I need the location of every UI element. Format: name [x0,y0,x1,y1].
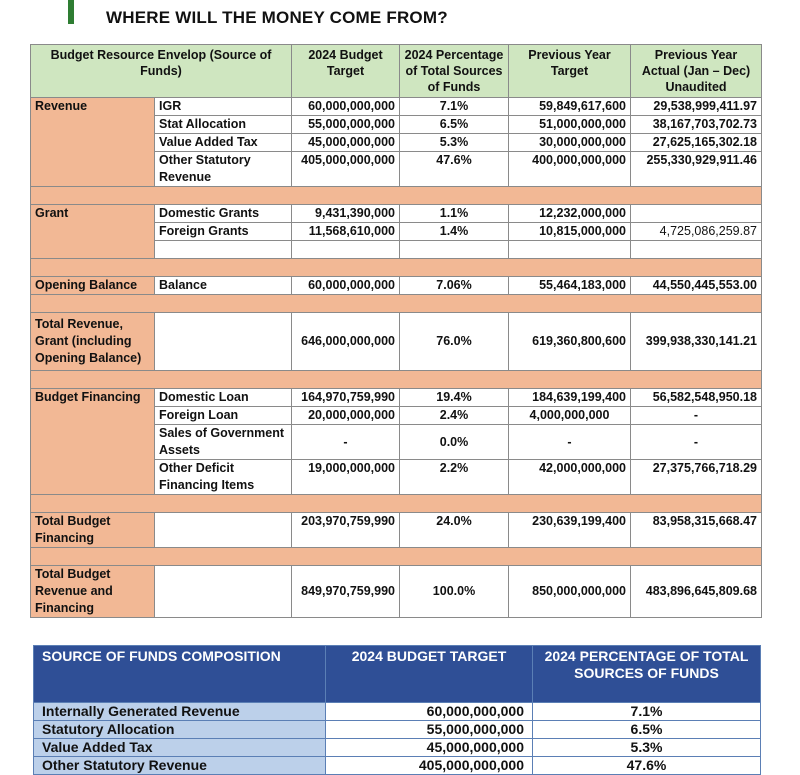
percent-cell: 1.1% [400,205,509,223]
prev-actual-cell: 44,550,445,553.00 [631,277,762,295]
percent-cell: 19.4% [400,389,509,407]
percent-cell: 47.6% [533,757,761,775]
opening-balance-label: Opening Balance [31,277,155,295]
source-cell: Domestic Loan [155,389,292,407]
prev-target-cell: 59,849,617,600 [509,98,631,116]
target-cell: 55,000,000,000 [292,116,400,134]
total-financing-label: Total Budget Financing [31,513,155,548]
prev-actual-cell: 56,582,548,950.18 [631,389,762,407]
source-cell: Other Statutory Revenue [34,757,326,775]
target-cell: 20,000,000,000 [292,407,400,425]
prev-actual-cell [631,205,762,223]
prev-actual-cell: 4,725,086,259.87 [631,223,762,241]
target-cell: 19,000,000,000 [292,460,400,495]
table-row [34,757,761,775]
source-cell: IGR [155,98,292,116]
prev-target-cell: - [509,425,631,460]
prev-target-cell: 55,464,183,000 [509,277,631,295]
prev-actual-cell: 83,958,315,668.47 [631,513,762,548]
percent-cell: 5.3% [533,739,761,757]
target-cell: - [292,425,400,460]
prev-target-cell: 12,232,000,000 [509,205,631,223]
source-cell: Value Added Tax [34,739,326,757]
target-cell: 849,970,759,990 [292,566,400,618]
source-cell: Statutory Allocation [34,721,326,739]
percent-cell: 0.0% [400,425,509,460]
percent-cell: 2.4% [400,407,509,425]
target-cell: 164,970,759,990 [292,389,400,407]
grand-total-label: Total Budget Revenue and Financing [31,566,155,618]
source-cell: Foreign Loan [155,407,292,425]
separator-row [31,295,762,313]
budget-financing-label: Budget Financing [31,389,155,495]
header-budget-target: 2024 Budget Target [292,45,400,98]
prev-actual-cell: 255,330,929,911.46 [631,152,762,187]
separator-row [31,371,762,389]
grand-total-row [31,566,762,618]
percent-cell: 24.0% [400,513,509,548]
table-row [31,277,762,295]
revenue-label: Revenue [31,98,155,187]
prev-target-cell: 51,000,000,000 [509,116,631,134]
prev-target-cell: 30,000,000,000 [509,134,631,152]
green-accent-bar [68,0,74,24]
budget-resource-table [30,44,762,618]
header-budget-target: 2024 BUDGET TARGET [326,646,533,703]
grant-label: Grant [31,205,155,259]
target-cell: 55,000,000,000 [326,721,533,739]
source-cell: Stat Allocation [155,116,292,134]
target-cell: 405,000,000,000 [326,757,533,775]
source-cell: Value Added Tax [155,134,292,152]
target-cell: 60,000,000,000 [292,277,400,295]
percent-cell: 1.4% [400,223,509,241]
percent-cell: 7.1% [400,98,509,116]
source-cell: Foreign Grants [155,223,292,241]
prev-target-cell: 4,000,000,000 [509,407,631,425]
prev-target-cell: 42,000,000,000 [509,460,631,495]
source-cell: Other Statutory Revenue [155,152,292,187]
prev-target-cell: 619,360,800,600 [509,313,631,371]
percent-cell: 7.06% [400,277,509,295]
total-revenue-label: Total Revenue, Grant (including Opening Balance) [31,313,155,371]
page-subheading: WHERE WILL THE MONEY COME FROM? [106,8,448,27]
header-percentage: 2024 Percentage of Total Sources of Funds [400,45,509,98]
separator-row [31,495,762,513]
target-cell: 203,970,759,990 [292,513,400,548]
target-cell: 11,568,610,000 [292,223,400,241]
table-row [34,721,761,739]
separator-row [31,187,762,205]
target-cell: 405,000,000,000 [292,152,400,187]
page-header [0,0,800,34]
separator-row [31,548,762,566]
prev-actual-cell: 29,538,999,411.97 [631,98,762,116]
total-financing-row [31,513,762,548]
table-row [34,739,761,757]
prev-actual-cell: 483,896,645,809.68 [631,566,762,618]
source-cell: Other Deficit Financing Items [155,460,292,495]
header-source-of-funds: Budget Resource Envelop (Source of Funds) [31,45,292,98]
header-previous-actual: Previous Year Actual (Jan – Dec) Unaudited [631,45,762,98]
percent-cell: 76.0% [400,313,509,371]
target-cell: 60,000,000,000 [326,703,533,721]
percent-cell: 6.5% [533,721,761,739]
table-row [31,389,762,407]
target-cell: 45,000,000,000 [326,739,533,757]
percent-cell: 5.3% [400,134,509,152]
table-row [31,205,762,223]
percent-cell: 47.6% [400,152,509,187]
header-previous-target: Previous Year Target [509,45,631,98]
prev-actual-cell: 27,625,165,302.18 [631,134,762,152]
prev-actual-cell: 27,375,766,718.29 [631,460,762,495]
source-cell: Balance [155,277,292,295]
prev-target-cell: 400,000,000,000 [509,152,631,187]
header-composition: SOURCE OF FUNDS COMPOSITION [34,646,326,703]
prev-actual-cell: 38,167,703,702.73 [631,116,762,134]
prev-target-cell: 230,639,199,400 [509,513,631,548]
prev-actual-cell: - [631,425,762,460]
prev-target-cell: 184,639,199,400 [509,389,631,407]
target-cell: 9,431,390,000 [292,205,400,223]
separator-row [31,259,762,277]
header-percentage: 2024 PERCENTAGE OF TOTAL SOURCES OF FUNDS [533,646,761,703]
prev-target-cell: 10,815,000,000 [509,223,631,241]
prev-actual-cell: 399,938,330,141.21 [631,313,762,371]
percent-cell: 7.1% [533,703,761,721]
source-cell: Domestic Grants [155,205,292,223]
total-revenue-row [31,313,762,371]
source-cell: Sales of Government Assets [155,425,292,460]
percent-cell: 6.5% [400,116,509,134]
prev-target-cell: 850,000,000,000 [509,566,631,618]
source-of-funds-composition-table [33,645,761,775]
table-header-row [31,45,762,98]
table-row [31,98,762,116]
percent-cell: 2.2% [400,460,509,495]
target-cell: 646,000,000,000 [292,313,400,371]
target-cell: 45,000,000,000 [292,134,400,152]
target-cell: 60,000,000,000 [292,98,400,116]
source-cell: Internally Generated Revenue [34,703,326,721]
prev-actual-cell: - [631,407,762,425]
percent-cell: 100.0% [400,566,509,618]
table-row [34,703,761,721]
table-header-row [34,646,761,703]
